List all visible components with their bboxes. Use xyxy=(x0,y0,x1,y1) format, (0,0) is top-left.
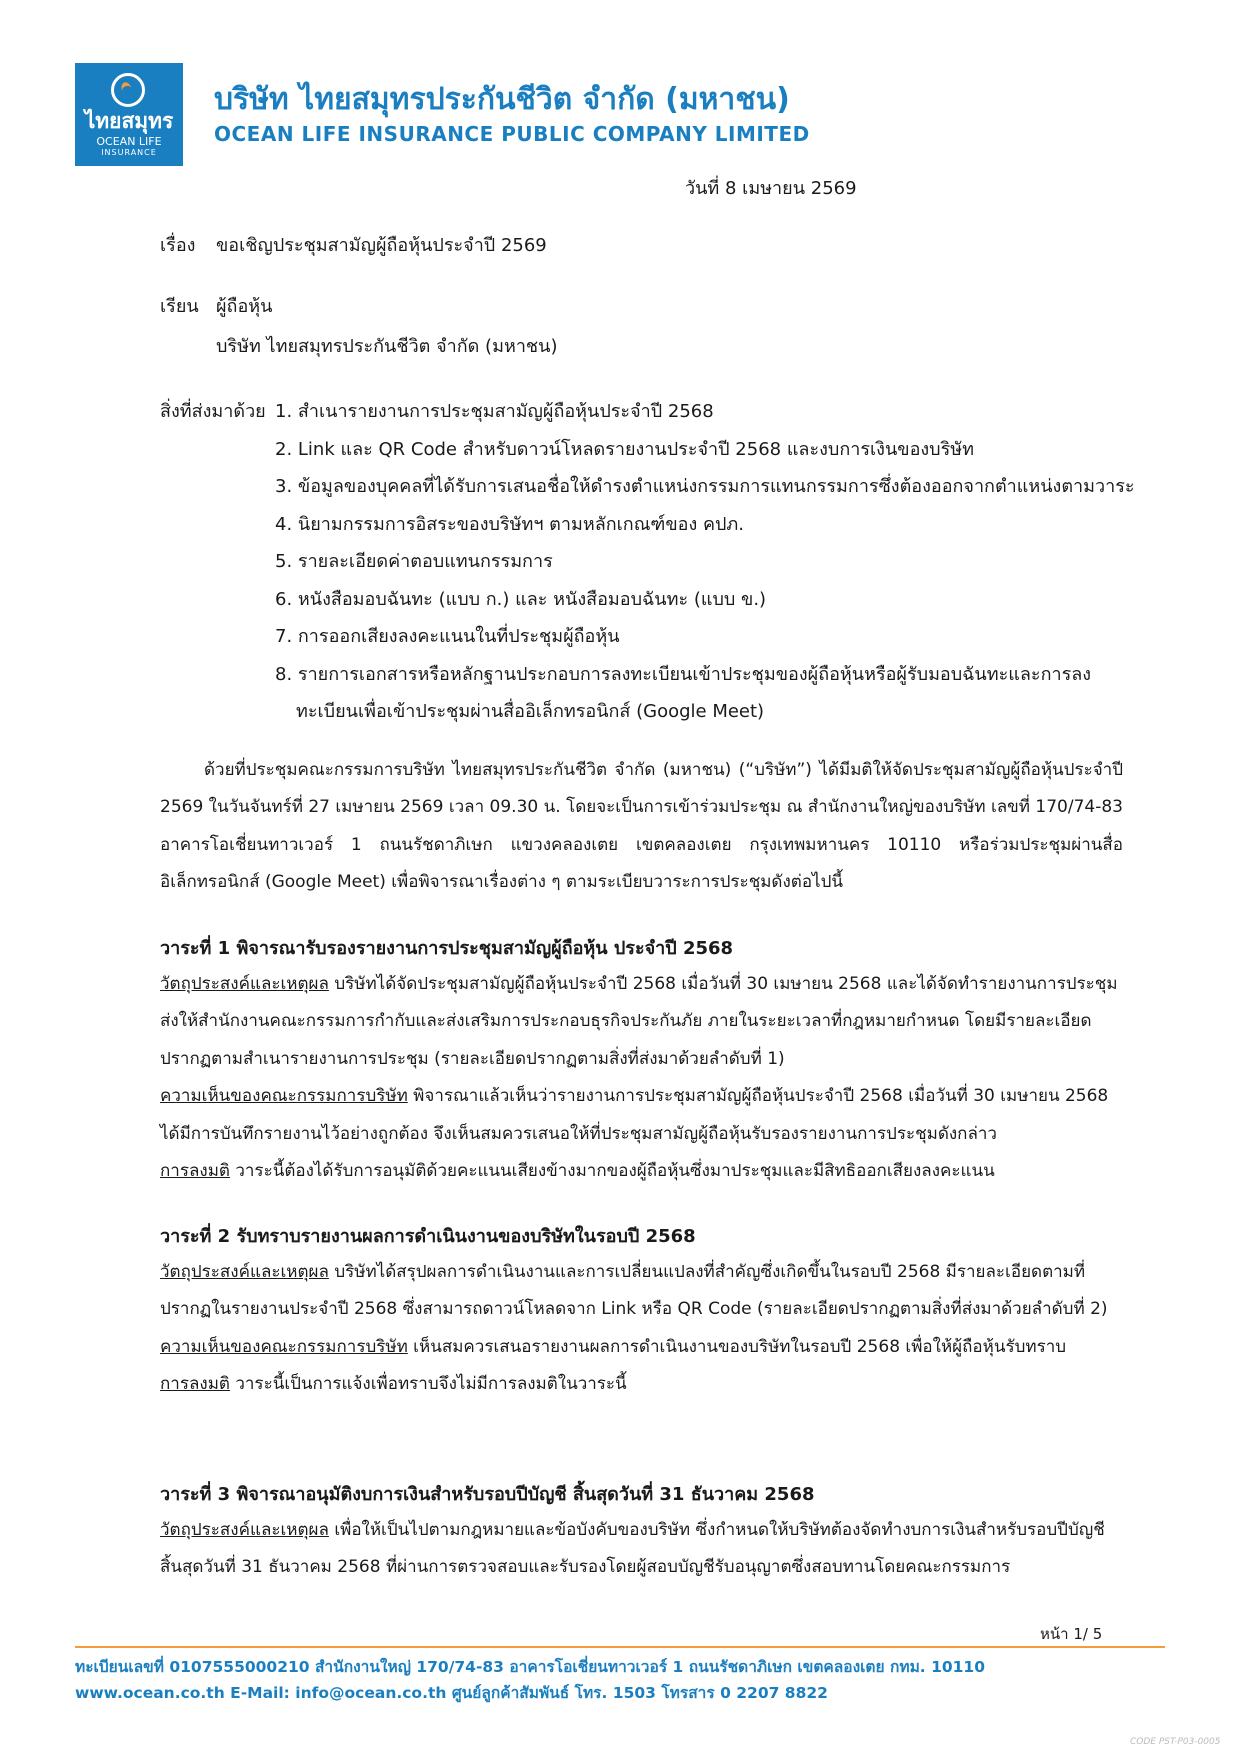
intro-paragraph xyxy=(160,752,1123,902)
agenda-3-objective xyxy=(160,1512,1123,1587)
enclosures-label: สิ่งที่ส่งมาด้วย xyxy=(160,401,266,422)
objective-label: วัตถุประสงค์และเหตุผล xyxy=(160,1520,329,1540)
opinion-label: ความเห็นของคณะกรรมการบริษัท xyxy=(160,1086,408,1107)
agenda-3-title: วาระที่ 3 พิจารณาอนุมัติงบการเงินสำหรับรอบปีบัญชี สิ้นสุดวันที่ 31 ธันวาคม 2568 xyxy=(160,1484,815,1505)
to-label: เรียน xyxy=(160,296,199,317)
objective-label: วัตถุประสงค์และเหตุผล xyxy=(160,1262,329,1282)
company-name-english: OCEAN LIFE INSURANCE PUBLIC COMPANY LIMITED xyxy=(214,122,810,146)
vote-text: วาระนี้ต้องได้รับการอนุมัติด้วยคะแนนเสียงข้างมากของผู้ถือหุ้นซึ่งมาประชุมและมีสิทธิออกเสียงลงคะแนน xyxy=(229,1161,995,1182)
agenda-1-vote xyxy=(160,1153,1123,1190)
enclosure-item: 3. ข้อมูลของบุคคลที่ได้รับการเสนอชื่อให้ดำรงตำแหน่งกรรมการแทนกรรมการซึ่งต้องออกจากตำแหน่งตามวาระ xyxy=(275,476,1135,497)
letter-date: วันที่ 8 เมษายน 2569 xyxy=(685,178,857,199)
subject-text: ขอเชิญประชุมสามัญผู้ถือหุ้นประจำปี 2569 xyxy=(216,235,547,256)
enclosure-item: 2. Link และ QR Code สำหรับดาวน์โหลดรายงานประจำปี 2568 และงบการเงินของบริษัท xyxy=(275,438,974,460)
footer-divider xyxy=(75,1646,1165,1648)
agenda-1-body xyxy=(160,966,1123,1190)
enclosures-list xyxy=(275,393,1135,731)
page-number: หน้า 1/ 5 xyxy=(1040,1625,1103,1643)
vote-label: การลงมติ xyxy=(160,1374,230,1395)
objective-text: บริษัทได้จัดประชุมสามัญผู้ถือหุ้นประจำปี 2568 เมื่อวันที่ 30 เมษายน 2568 และได้จัดทำรายงานการประชุมส่งให้สำนักงานคณะกรรมการกำกับและส่งเสริมการประกอบธุรกิจประกันภัย ภายในระยะเวลาที่กฎหมายกำหนด โดยมีรายละเอียดปรากฏตามสำเนารายงานการประชุม (รายละเอียดปรากฏตามสิ่งที่ส่งมาด้วยลำดับที่ 1) xyxy=(160,974,1118,1069)
agenda-2-vote xyxy=(160,1366,1123,1403)
footer-contact: www.ocean.co.th E-Mail: info@ocean.co.th ศูนย์ลูกค้าสัมพันธ์ โทร. 1503 โทรสาร 0 2207 8822 xyxy=(75,1684,828,1702)
agenda-3-body xyxy=(160,1512,1123,1587)
enclosure-item: 1. สำเนารายงานการประชุมสามัญผู้ถือหุ้นประจำปี 2568 xyxy=(275,401,714,422)
enclosure-item-continuation xyxy=(275,693,1135,731)
opinion-text: เห็นสมควรเสนอรายงานผลการดำเนินงานของบริษัทในรอบปี 2568 เพื่อให้ผู้ถือหุ้นรับทราบ xyxy=(407,1336,1067,1357)
logo-en-line1: OCEAN LIFE xyxy=(96,135,162,148)
logo-thai-text: ไทยสมุทร xyxy=(84,109,174,133)
objective-text: เพื่อให้เป็นไปตามกฎหมายและข้อบังคับของบริษัท ซึ่งกำหนดให้บริษัทต้องจัดทำงบการเงินสำหรับรอบปีบัญชีสิ้นสุดวันที่ 31 ธันวาคม 2568 ที่ผ่านการตรวจสอบและรับรองโดยผู้สอบบัญชีรับอนุญาตซึ่งสอบทานโดยคณะกรรมการ xyxy=(160,1520,1105,1578)
ocean-life-emblem-icon xyxy=(111,73,145,107)
vote-label: การลงมติ xyxy=(160,1161,230,1182)
opinion-text: พิจารณาแล้วเห็นว่ารายงานการประชุมสามัญผู้ถือหุ้นประจำปี 2568 เมื่อวันที่ 30 เมษายน 2568 ได้มีการบันทึกรายงานไว้อย่างถูกต้อง จึงเห็นสมควรเสนอให้ที่ประชุมสามัญผู้ถือหุ้นรับรองรายงานการประชุมดังกล่าว xyxy=(160,1086,1109,1144)
enclosure-item: 8. รายการเอกสารหรือหลักฐานประกอบการลงทะเบียนเข้าประชุมของผู้ถือหุ้นหรือผู้รับมอบฉันทะและการลง xyxy=(275,663,1092,685)
agenda-2-title: วาระที่ 2 รับทราบรายงานผลการดำเนินงานของบริษัทในรอบปี 2568 xyxy=(160,1226,696,1247)
logo-en-line2: INSURANCE xyxy=(101,148,157,157)
agenda-2-opinion xyxy=(160,1329,1123,1366)
agenda-2-objective xyxy=(160,1254,1123,1329)
objective-label: วัตถุประสงค์และเหตุผล xyxy=(160,974,329,994)
objective-text: บริษัทได้สรุปผลการดำเนินงานและการเปลี่ยนแปลงที่สำคัญซึ่งเกิดขึ้นในรอบปี 2568 มีรายละเอียดตามที่ปรากฏในรายงานประจำปี 2568 ซึ่งสามารถดาวน์โหลดจาก Link หรือ QR Code (รายละเอียดปรากฏตามสิ่งที่ส่งมาด้วยลำดับที่ 2) xyxy=(160,1262,1108,1320)
intro-text: ด้วยที่ประชุมคณะกรรมการบริษัท ไทยสมุทรประกันชีวิต จำกัด (มหาชน) (“บริษัท”) ได้มีมติให้จัดประชุมสามัญผู้ถือหุ้นประจำปี 2569 ในวันจันทร์ที่ 27 เมษายน 2569 เวลา 09.30 น. โดยจะเป็นการเข้าร่วมประชุม ณ สำนักงานใหญ่ของบริษัท เลขที่ 170/74-83 อาคารโอเชี่ยนทาวเวอร์ 1 ถนนรัชดาภิเษก แขวงคลองเตย เขตคลองเตย กรุงเทพมหานคร 10110 หรือร่วมประชุมผ่านสื่ออิเล็กทรอนิกส์ (Google Meet) เพื่อพิจารณาเรื่องต่าง ๆ ตามระเบียบวาระการประชุมดังต่อไปนี้ xyxy=(160,760,1123,893)
company-logo xyxy=(75,63,183,166)
enclosure-8-continuation: ทะเบียนเพื่อเข้าประชุมผ่านสื่ออิเล็กทรอนิกส์ (Google Meet) xyxy=(296,701,765,722)
enclosure-item: 5. รายละเอียดค่าตอบแทนกรรมการ xyxy=(275,551,553,572)
subject-label: เรื่อง xyxy=(160,235,196,256)
agenda-1-title: วาระที่ 1 พิจารณารับรองรายงานการประชุมสามัญผู้ถือหุ้น ประจำปี 2568 xyxy=(160,938,734,959)
enclosure-item: 4. นิยามกรรมการอิสระของบริษัทฯ ตามหลักเกณฑ์ของ คปภ. xyxy=(275,513,745,535)
company-name-thai: บริษัท ไทยสมุทรประกันชีวิต จำกัด (มหาชน) xyxy=(214,82,790,117)
vote-text: วาระนี้เป็นการแจ้งเพื่อทราบจึงไม่มีการลงมติในวาระนี้ xyxy=(229,1374,627,1395)
document-code: CODE PST-P03-0005 xyxy=(1130,1737,1221,1747)
footer-registration: ทะเบียนเลขที่ 0107555000210 สำนักงานใหญ่ 170/74-83 อาคารโอเชี่ยนทาวเวอร์ 1 ถนนรัชดาภิเษก เขตคลองเตย กทม. 10110 xyxy=(75,1658,986,1676)
agenda-1-opinion xyxy=(160,1078,1123,1153)
agenda-2-body xyxy=(160,1254,1123,1404)
agenda-1-objective xyxy=(160,966,1123,1078)
enclosure-item: 6. หนังสือมอบฉันทะ (แบบ ก.) และ หนังสือมอบฉันทะ (แบบ ข.) xyxy=(275,588,767,610)
opinion-label: ความเห็นของคณะกรรมการบริษัท xyxy=(160,1336,408,1357)
to-line-2: บริษัท ไทยสมุทรประกันชีวิต จำกัด (มหาชน) xyxy=(216,336,558,357)
to-line-1: ผู้ถือหุ้น xyxy=(216,296,273,317)
enclosure-item: 7. การออกเสียงลงคะแนนในที่ประชุมผู้ถือหุ้น xyxy=(275,626,620,647)
